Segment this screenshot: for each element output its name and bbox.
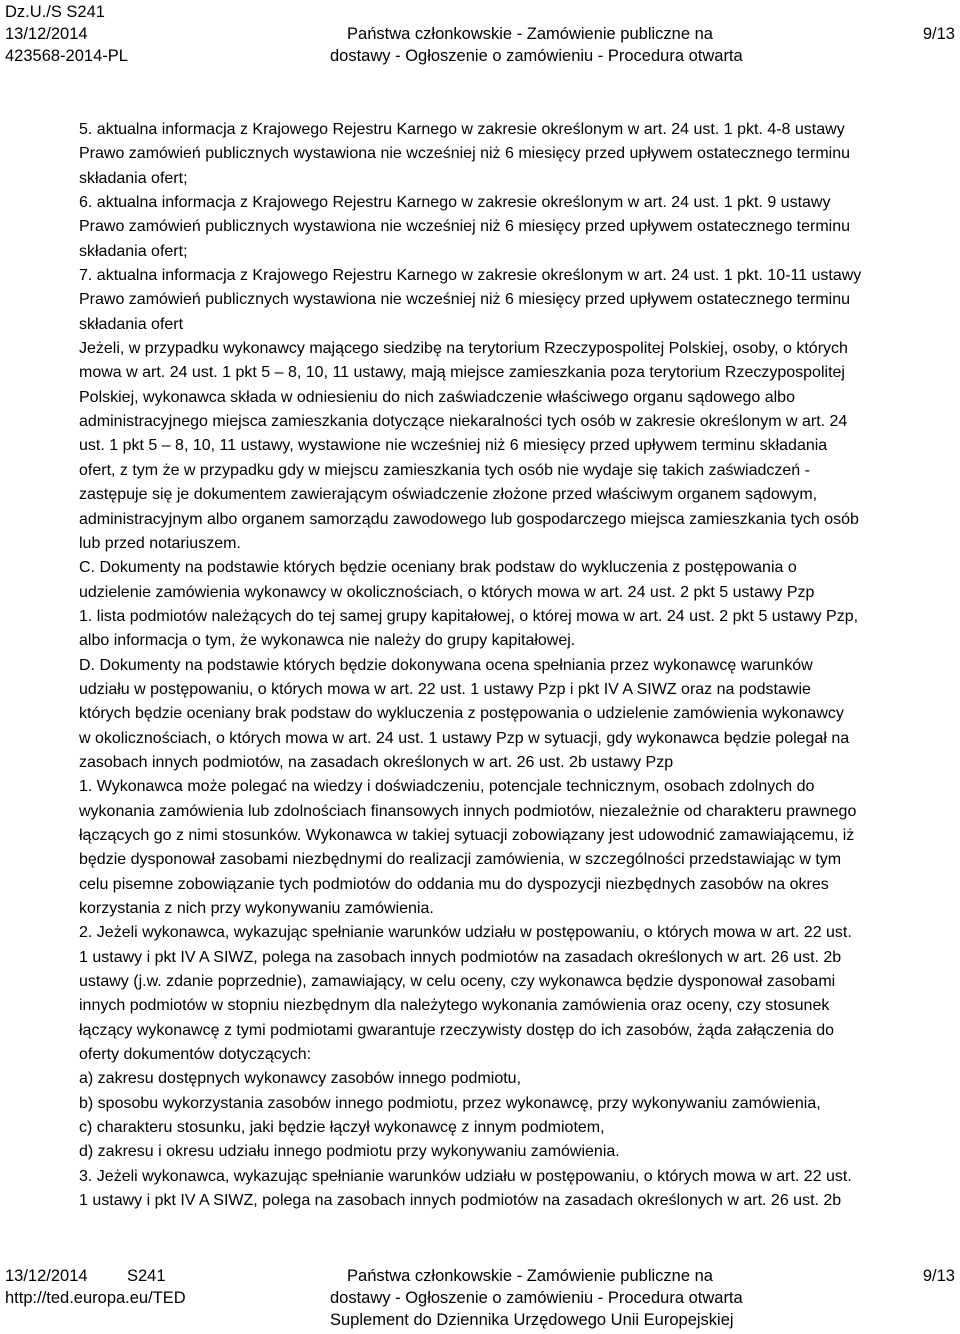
body-line: składania ofert: [79, 315, 184, 333]
body-line: ustawy (j.w. zdanie poprzednie), zamawiający, w celu oceny, czy wykonawca będzie dysponował zasobami: [79, 973, 836, 991]
body-line: zasobach innych podmiotów, na zasadach określonych w art. 26 ust. 2b ustawy Pzp: [79, 753, 674, 771]
body-line: których będzie oceniany brak podstaw do wykluczenia z postępowania o udzielenie zamówienia wykonawcy: [79, 705, 844, 723]
body-line: łączący wykonawcę z tymi podmiotami gwarantuje rzeczywisty dostęp do ich zasobów, żąda załączenia do: [79, 1021, 835, 1039]
body-line: łączących go z nimi stosunków. Wykonawca w takiej sytuacji zobowiązany jest udowodnić zamawiającemu, iż: [79, 826, 855, 844]
body-line: ust. 1 pkt 5 – 8, 10, 11 ustawy, wystawione nie wcześniej niż 6 miesięcy przed upływem terminu składania: [79, 437, 828, 455]
footer-title-line1: Państwa członkowskie - Zamówienie publiczne na: [347, 1267, 713, 1285]
body-line: celu pisemne zobowiązanie tych podmiotów do oddania mu do dyspozycji niezbędnych zasobów na okres: [79, 875, 829, 893]
body-line: c) charakteru stosunku, jaki będzie łączył wykonawcę z innym podmiotem,: [79, 1119, 605, 1137]
body-line: D. Dokumenty na podstawie których będzie dokonywana ocena spełniania przez wykonawcę warunków: [79, 656, 813, 674]
body-line: a) zakresu dostępnych wykonawcy zasobów innego podmiotu,: [79, 1070, 522, 1088]
body-line: administracyjnego miejsca zamieszkania dotyczące niekaralności tych osób w zakresie określonym w art. 24: [79, 413, 848, 431]
body-line: Prawo zamówień publicznych wystawiona nie wcześniej niż 6 miesięcy przed upływem ostatecznego terminu: [79, 145, 851, 163]
header-page-number: 9/13: [922, 25, 955, 43]
footer-date: 13/12/2014: [5, 1267, 88, 1285]
body-line: 2. Jeżeli wykonawca, wykazując spełnianie warunków udziału w postępowaniu, o których mowa w art. 22 ust.: [79, 924, 852, 942]
body-line: będzie dysponował zasobami niezbędnymi do realizacji zamówienia, w szczególności przedstawiając w tym: [79, 851, 842, 869]
body-line: zastępuje się je dokumentem zawierającym oświadczenie złożone przed właściwym organem sądowym,: [79, 486, 818, 504]
header-title-line2: dostawy - Ogłoszenie o zamówieniu - Procedura otwarta: [330, 47, 743, 65]
body-line: administracyjnym albo organem samorządu zawodowego lub gospodarczego miejsca zamieszkania tych osób: [79, 510, 859, 528]
body-line: mowa w art. 24 ust. 1 pkt 5 – 8, 10, 11 ustawy, mają miejsce zamieszkania poza terytorium Rzeczypospolitej: [79, 364, 845, 382]
footer-title-line3: Suplement do Dziennika Urzędowego Unii Europejskiej: [330, 1311, 734, 1329]
body-line: Jeżeli, w przypadku wykonawcy mającego siedzibę na terytorium Rzeczypospolitej Polskiej, osoby, o których: [79, 340, 848, 358]
body-line: b) sposobu wykorzystania zasobów innego podmiotu, przez wykonawcę, przy wykonywaniu zamówienia,: [79, 1094, 821, 1112]
body-line: innych podmiotów w stopniu niezbędnym dla należytego wykonania zamówienia oraz oceny, czy stosunek: [79, 997, 830, 1015]
footer-section: S241: [127, 1267, 166, 1285]
body-line: Prawo zamówień publicznych wystawiona nie wcześniej niż 6 miesięcy przed upływem ostatecznego terminu: [79, 218, 851, 236]
body-line: oferty dokumentów dotyczących:: [79, 1046, 312, 1064]
body-line: 1 ustawy i pkt IV A SIWZ, polega na zasobach innych podmiotów na zasadach określonych w art. 26 ust. 2b: [79, 1192, 842, 1210]
body-line: Prawo zamówień publicznych wystawiona nie wcześniej niż 6 miesięcy przed upływem ostatecznego terminu: [79, 291, 851, 309]
body-line: d) zakresu i okresu udziału innego podmiotu przy wykonywaniu zamówienia.: [79, 1143, 620, 1161]
header-title-line1: Państwa członkowskie - Zamówienie publiczne na: [347, 25, 713, 43]
body-line: korzystania z nich przy wykonywaniu zamówienia.: [79, 900, 434, 917]
body-line: składania ofert;: [79, 242, 188, 260]
body-line: 1 ustawy i pkt IV A SIWZ, polega na zasobach innych podmiotów na zasadach określonych w art. 26 ust. 2b: [79, 948, 842, 966]
document-body: [79, 118, 949, 1213]
body-line: 3. Jeżeli wykonawca, wykazując spełnianie warunków udziału w postępowaniu, o których mowa w art. 22 ust.: [79, 1167, 852, 1185]
body-line: lub przed notariuszem.: [79, 534, 241, 552]
body-line: 5. aktualna informacja z Krajowego Rejestru Karnego w zakresie określonym w art. 24 ust. 1 pkt. 4-8 ustawy: [79, 121, 845, 138]
body-line: ofert, z tym że w przypadku gdy w miejscu zamieszkania tych osób nie wydaje się takich zaświadczeń -: [79, 461, 810, 479]
body-line: Polskiej, wykonawca składa w odniesieniu do nich zaświadczenie właściwego organu sądowego albo: [79, 388, 795, 406]
body-line: składania ofert;: [79, 169, 188, 187]
header-date: 13/12/2014: [5, 25, 88, 43]
body-line: w okolicznościach, o których mowa w art. 24 ust. 1 ustawy Pzp w sytuacji, gdy wykonawca będzie polegał na: [79, 729, 850, 747]
header-notice-id: 423568-2014-PL: [5, 47, 128, 65]
footer-title-line2: dostawy - Ogłoszenie o zamówieniu - Procedura otwarta: [330, 1289, 743, 1307]
body-line: C. Dokumenty na podstawie których będzie oceniany brak podstaw do wykluczenia z postępowania o: [79, 559, 797, 577]
body-line: 7. aktualna informacja z Krajowego Rejestru Karnego w zakresie określonym w art. 24 ust. 1 pkt. 10-11 ustawy: [79, 267, 862, 285]
footer-url[interactable]: http://ted.europa.eu/TED: [5, 1289, 186, 1307]
footer-page-number: 9/13: [922, 1267, 955, 1285]
body-line: albo informacja o tym, że wykonawca nie należy do grupy kapitałowej.: [79, 632, 576, 650]
body-line: 1. lista podmiotów należących do tej samej grupy kapitałowej, o której mowa w art. 24 ust. 2 pkt 5 ustawy Pzp,: [79, 607, 859, 625]
body-line: udziału w postępowaniu, o których mowa w art. 22 ust. 1 ustawy Pzp i pkt IV A SIWZ oraz na podstawie: [79, 680, 811, 698]
body-line: 6. aktualna informacja z Krajowego Rejestru Karnego w zakresie określonym w art. 24 ust. 1 pkt. 9 ustawy: [79, 194, 831, 212]
header-doc-ref: Dz.U./S S241: [5, 3, 105, 21]
body-line: 1. Wykonawca może polegać na wiedzy i doświadczeniu, potencjale technicznym, osobach zdolnych do: [79, 778, 815, 796]
body-line: udzielenie zamówienia wykonawcy w okolicznościach, o których mowa w art. 24 ust. 2 pkt 5 ustawy Pzp: [79, 583, 815, 601]
body-line: wykonania zamówienia lub zdolnościach finansowych innych podmiotów, niezależnie od charakteru prawnego: [79, 802, 857, 820]
